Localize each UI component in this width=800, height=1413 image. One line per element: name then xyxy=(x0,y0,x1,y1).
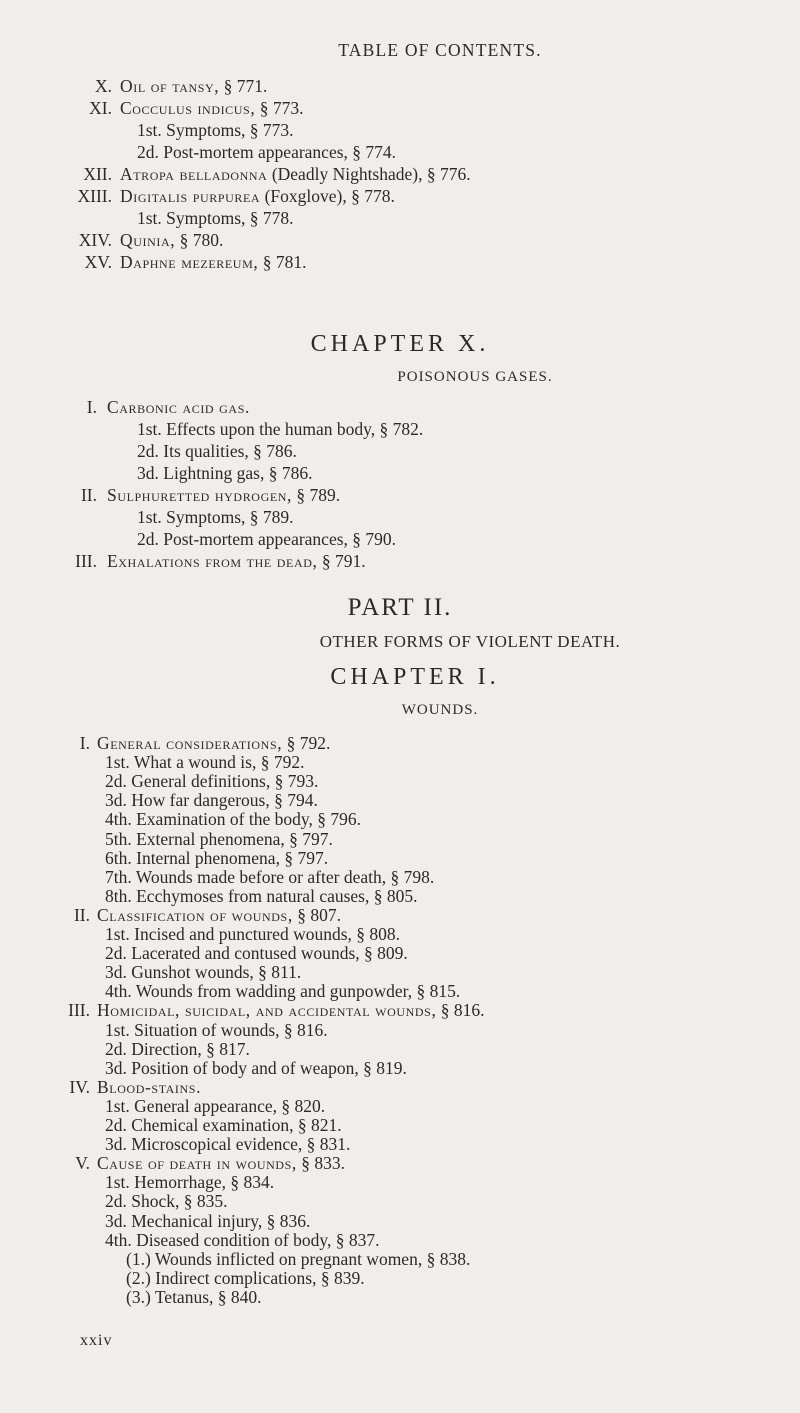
entry-number: XIV. xyxy=(78,230,112,250)
entry-name: Blood-stains. xyxy=(97,1076,202,1097)
entry-number: XII. xyxy=(83,164,112,184)
entry-reference: § 816. xyxy=(436,1000,485,1021)
entry-name: Cause of death in wounds, xyxy=(97,1153,297,1174)
toc-subentry: 3d. Lightning gas, § 786. xyxy=(137,463,313,483)
toc-subentry: 6th. Internal phenomena, § 797. xyxy=(105,847,329,868)
entry-name: Carbonic acid gas. xyxy=(107,397,250,417)
entry-name: Atropa belladonna xyxy=(120,164,268,184)
toc-subentry: 1st. Situation of wounds, § 816. xyxy=(105,1019,328,1040)
toc-subentry: 1st. What a wound is, § 792. xyxy=(105,752,305,773)
entry-number: III. xyxy=(75,551,97,571)
toc-subentry: 2d. Its qualities, § 786. xyxy=(137,441,297,461)
entry-number: XIII. xyxy=(77,186,112,206)
chapter-i-subtitle: WOUNDS. xyxy=(401,702,479,718)
entry-reference: § 792. xyxy=(282,733,331,753)
toc-subentry: 1st. Incised and punctured wounds, § 808. xyxy=(105,924,401,944)
entry-reference: (Foxglove), § 778. xyxy=(260,186,395,206)
toc-subentry: 2d. Post-mortem appearances, § 774. xyxy=(137,142,397,162)
toc-subentry: 2d. Direction, § 817. xyxy=(105,1038,250,1059)
toc-subentry: 8th. Ecchymoses from natural causes, § 805. xyxy=(105,885,418,906)
running-head: TABLE OF CONTENTS. xyxy=(338,40,542,60)
entry-number: I. xyxy=(86,397,97,417)
page-folio: xxiv xyxy=(80,1332,113,1349)
toc-subentry: 4th. Diseased condition of body, § 837. xyxy=(105,1229,380,1250)
toc-subentry: 2d. General definitions, § 793. xyxy=(105,771,319,792)
entry-name: Exhalations from the dead, xyxy=(107,551,318,571)
toc-subsubentry: (2.) Indirect complications, § 839. xyxy=(126,1267,365,1288)
entry-reference: § 773. xyxy=(255,98,304,118)
entry-number: IV. xyxy=(69,1076,90,1097)
toc-subentry: 4th. Examination of the body, § 796. xyxy=(105,809,361,830)
toc-subentry: 3d. How far dangerous, § 794. xyxy=(105,790,318,811)
entry-number: II. xyxy=(80,485,97,505)
entry-name: Daphne mezereum, xyxy=(120,252,259,272)
chapter-x-subtitle: POISONOUS GASES. xyxy=(397,369,553,385)
toc-subsubentry: (1.) Wounds inflicted on pregnant women, § 838. xyxy=(126,1248,471,1269)
toc-subentry: 2d. Chemical examination, § 821. xyxy=(105,1115,342,1135)
entry-number: III. xyxy=(68,1000,90,1021)
part-ii-subtitle: OTHER FORMS OF VIOLENT DEATH. xyxy=(319,632,621,651)
toc-subentry: 3d. Gunshot wounds, § 811. xyxy=(105,962,302,983)
entry-reference: § 780. xyxy=(175,230,224,250)
entry-name: General considerations, xyxy=(97,733,283,753)
part-ii-title: PART II. xyxy=(347,594,453,621)
toc-subentry: 3d. Position of body and of weapon, § 819. xyxy=(105,1057,407,1078)
entry-number: V. xyxy=(75,1153,90,1174)
entry-reference: § 791. xyxy=(317,551,366,571)
entry-reference: § 771. xyxy=(219,76,268,96)
entry-name: Oil of tansy, xyxy=(120,76,220,96)
toc-subentry: 2d. Shock, § 835. xyxy=(105,1191,228,1212)
entry-reference: (Deadly Nightshade), § 776. xyxy=(267,164,471,184)
toc-subentry: 2d. Post-mortem appearances, § 790. xyxy=(137,529,397,549)
entry-reference: § 789. xyxy=(292,485,341,505)
chapter-x-title: CHAPTER X. xyxy=(310,331,490,357)
entry-name: Classification of wounds, xyxy=(97,904,293,925)
entry-number: XV. xyxy=(84,252,112,272)
toc-subentry: 1st. Hemorrhage, § 834. xyxy=(105,1172,275,1193)
toc-subentry: 4th. Wounds from wadding and gunpowder, § 815. xyxy=(105,981,461,1002)
entry-number: II. xyxy=(73,904,90,925)
toc-subentry: 3d. Microscopical evidence, § 831. xyxy=(105,1134,351,1155)
entry-name: Homicidal, suicidal, and accidental wounds, xyxy=(97,1000,437,1021)
toc-subentry: 7th. Wounds made before or after death, § 798. xyxy=(105,866,435,887)
entry-number: I. xyxy=(79,733,90,753)
toc-subentry: 1st. Symptoms, § 778. xyxy=(137,208,294,228)
toc-subentry: 1st. Symptoms, § 789. xyxy=(137,507,294,527)
entry-number: X. xyxy=(94,76,112,96)
chapter-i-title: CHAPTER I. xyxy=(330,664,500,690)
entry-name: Digitalis purpurea xyxy=(120,186,261,206)
entry-name: Sulphuretted hydrogen, xyxy=(107,485,293,505)
entry-reference: § 833. xyxy=(296,1153,346,1174)
toc-subentry: 1st. Effects upon the human body, § 782. xyxy=(137,419,424,439)
entry-name: Quinia, xyxy=(120,230,176,250)
toc-subentry: 5th. External phenomena, § 797. xyxy=(105,828,333,849)
entry-reference: § 807. xyxy=(292,904,341,925)
entry-number: XI. xyxy=(89,98,112,118)
toc-subsubentry: (3.) Tetanus, § 840. xyxy=(126,1286,262,1307)
entry-reference: § 781. xyxy=(258,252,307,272)
toc-subentry: 2d. Lacerated and contused wounds, § 809. xyxy=(105,943,408,964)
entry-name: Cocculus indicus, xyxy=(120,98,256,118)
toc-subentry: 3d. Mechanical injury, § 836. xyxy=(105,1210,311,1231)
toc-subentry: 1st. General appearance, § 820. xyxy=(105,1095,326,1116)
toc-subentry: 1st. Symptoms, § 773. xyxy=(137,120,294,140)
